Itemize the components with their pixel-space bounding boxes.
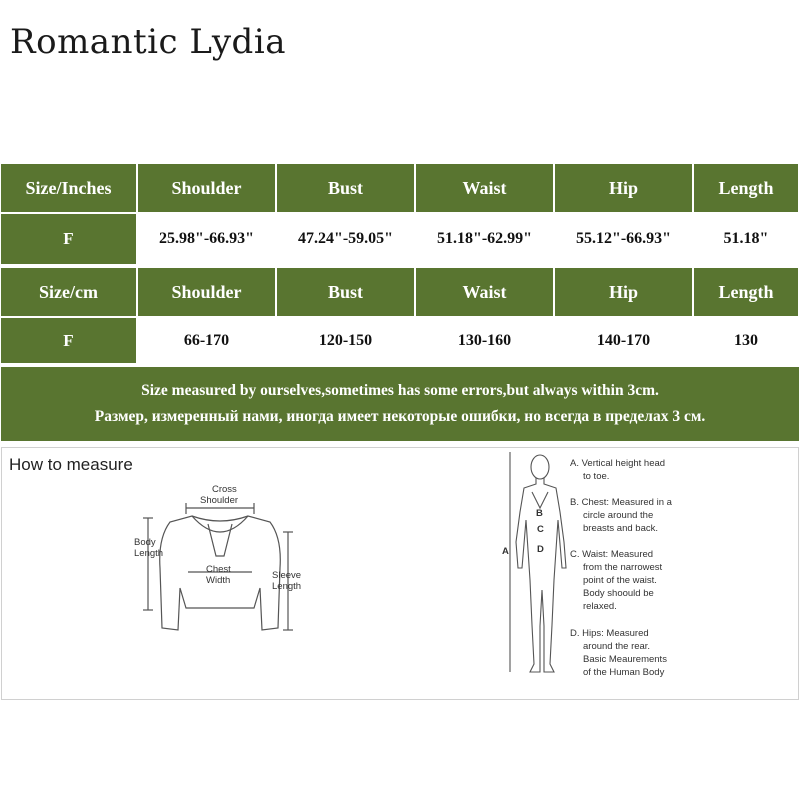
header-shoulder: Shoulder <box>138 164 275 212</box>
body-measure-figure <box>500 450 570 685</box>
value-hip: 55.12"-66.93" <box>555 214 692 264</box>
value-shoulder: 25.98"-66.93" <box>138 214 275 264</box>
note-height: A. Vertical height head to toe. <box>570 458 666 482</box>
value-waist: 130-160 <box>416 318 553 363</box>
notice-russian: Размер, измеренный нами, иногда имеет некоторые ошибки, но всегда в пределах 3 см. <box>94 408 706 425</box>
how-to-measure-title: How to measure <box>9 455 133 474</box>
label-chest: Chest <box>206 564 231 575</box>
header-hip: Hip <box>555 164 692 212</box>
value-length: 51.18" <box>694 214 798 264</box>
label-sleeve-length: Length <box>272 581 302 592</box>
sweater-vneck <box>208 524 232 556</box>
value-bust: 120-150 <box>277 318 414 363</box>
label-body: Body <box>134 537 156 548</box>
label-cross: Cross <box>212 484 237 495</box>
header-bust: Bust <box>277 268 414 316</box>
row-size-f: F <box>1 214 136 264</box>
value-bust: 47.24"-59.05" <box>277 214 414 264</box>
letter-d: D <box>537 544 544 555</box>
note-waist: C. Waist: Measured from the narrowest point of the waist. Body shoould be relaxed. <box>570 549 663 612</box>
note-hips: D. Hips: Measured around the rear. Basic Meaurements of the Human Body <box>570 628 667 678</box>
header-length: Length <box>694 164 798 212</box>
measurement-notice <box>1 367 799 441</box>
header-waist: Waist <box>416 268 553 316</box>
header-waist: Waist <box>416 164 553 212</box>
label-sleeve: Sleeve <box>272 570 302 581</box>
value-waist: 51.18"-62.99" <box>416 214 553 264</box>
header-shoulder: Shoulder <box>138 268 275 316</box>
label-shoulder: Shoulder <box>200 495 239 506</box>
header-size-cm: Size/cm <box>1 268 136 316</box>
letter-b: B <box>536 508 543 519</box>
note-chest: B. Chest: Measured in a circle around the breasts and back. <box>570 497 672 534</box>
figure-bust-line <box>532 492 548 508</box>
notice-english: Size measured by ourselves,sometimes has some errors,but always within 3cm. <box>141 382 659 399</box>
label-body-length: Length <box>134 548 164 559</box>
figure-head <box>531 455 549 479</box>
label-chest-width: Width <box>206 575 231 586</box>
letter-a: A <box>502 546 509 557</box>
header-length: Length <box>694 268 798 316</box>
value-hip: 140-170 <box>555 318 692 363</box>
value-length: 130 <box>694 318 798 363</box>
brand-logo: Romantic Lydia <box>10 22 286 62</box>
garment-measure-diagram <box>120 478 320 638</box>
letter-c: C <box>537 524 544 535</box>
value-shoulder: 66-170 <box>138 318 275 363</box>
header-bust: Bust <box>277 164 414 212</box>
header-hip: Hip <box>555 268 692 316</box>
row-size-f: F <box>1 318 136 363</box>
header-size-inches: Size/Inches <box>1 164 136 212</box>
